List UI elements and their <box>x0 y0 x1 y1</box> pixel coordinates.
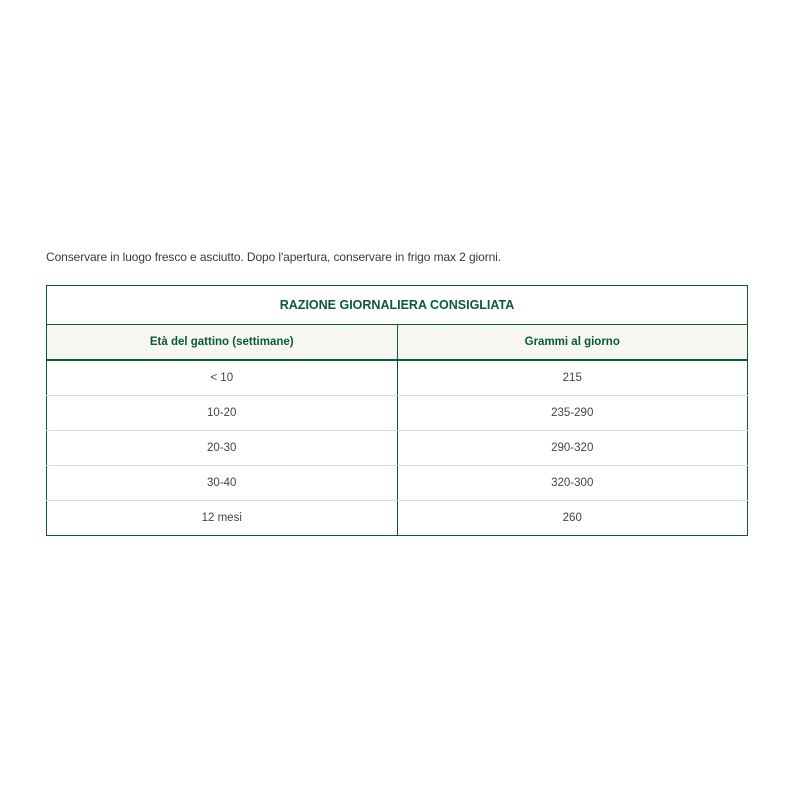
grams-cell: 215 <box>397 360 748 396</box>
grams-cell: 290-320 <box>397 431 748 466</box>
table-title-row <box>47 286 748 325</box>
age-cell: 30-40 <box>47 466 398 501</box>
table-row <box>47 360 748 396</box>
table-row <box>47 431 748 466</box>
age-cell: 10-20 <box>47 396 398 431</box>
table-row <box>47 501 748 536</box>
grams-cell: 260 <box>397 501 748 536</box>
storage-note: Conservare in luogo fresco e asciutto. Dopo l'apertura, conservare in frigo max 2 giorni. <box>46 250 501 264</box>
column-header-age: Età del gattino (settimane) <box>47 325 398 361</box>
grams-cell: 320-300 <box>397 466 748 501</box>
daily-ration-table <box>46 285 748 536</box>
age-cell: 12 mesi <box>47 501 398 536</box>
age-cell: < 10 <box>47 360 398 396</box>
age-cell: 20-30 <box>47 431 398 466</box>
grams-cell: 235-290 <box>397 396 748 431</box>
table-title: RAZIONE GIORNALIERA CONSIGLIATA <box>47 286 748 325</box>
table-row <box>47 396 748 431</box>
table-row <box>47 466 748 501</box>
column-header-grams: Grammi al giorno <box>397 325 748 361</box>
table-header-row <box>47 325 748 361</box>
